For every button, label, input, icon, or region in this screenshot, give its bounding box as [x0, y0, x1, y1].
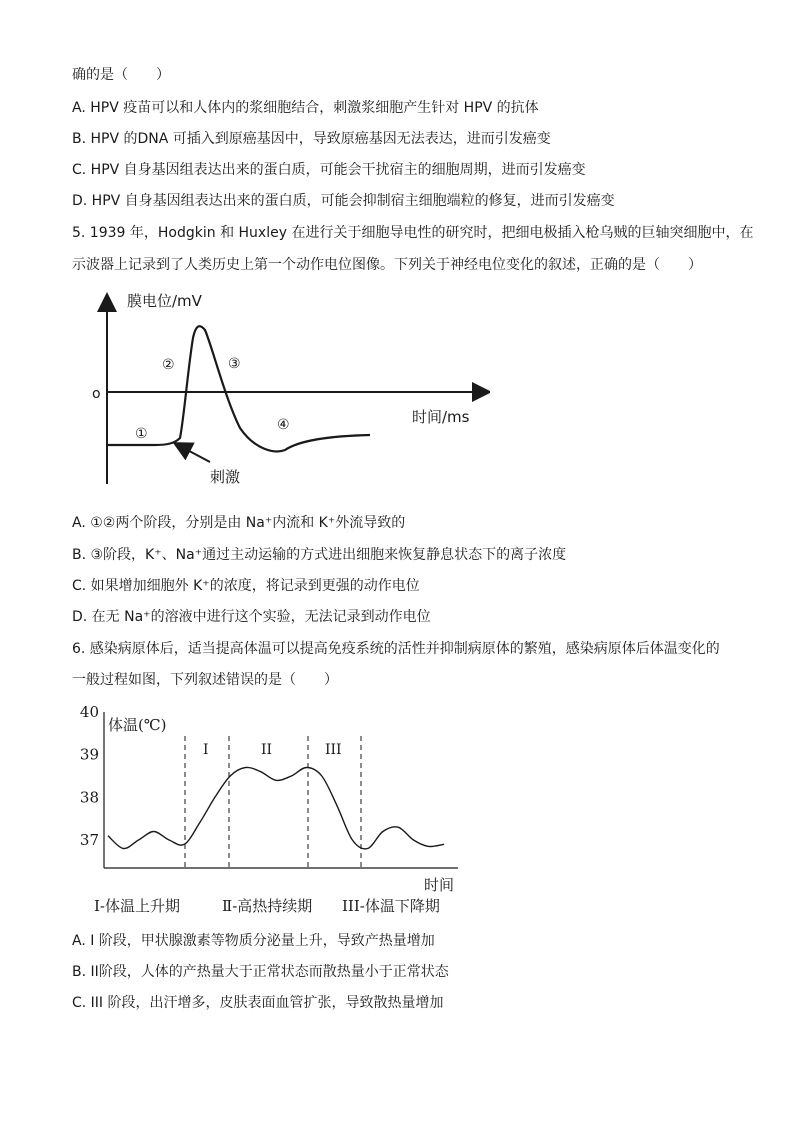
q6-stem-line1: 6. 感染病原体后，适当提高体温可以提高免疫系统的活性并抑制病原体的繁殖，感染病原体后体温变化的 [72, 641, 720, 657]
q4-option-b: B. HPV 的DNA 可插入到原癌基因中，导致原癌基因无法表达，进而引发癌变 [72, 131, 551, 147]
q4-option-a: A. HPV 疫苗可以和人体内的浆细胞结合，刺激浆细胞产生针对 HPV 的抗体 [72, 100, 539, 116]
zero-label: o [92, 386, 101, 402]
q6-option-a: A. I 阶段，甲状腺激素等物质分泌量上升，导致产热量增加 [72, 933, 435, 949]
temp-y-tick-label: 40 [79, 703, 99, 721]
stage-1-label: ① [135, 426, 148, 442]
legend-phase-2: Ⅱ-高热持续期 [222, 897, 313, 915]
stage-4-label: ④ [277, 417, 290, 433]
q5-option-c: C. 如果增加细胞外 K⁺的浓度，将记录到更强的动作电位 [72, 578, 420, 594]
action-potential-figure [90, 288, 490, 488]
phase-label-3: III [325, 742, 342, 758]
q6-stem-line2: 一般过程如图，下列叙述错误的是（ ） [72, 672, 338, 688]
q5-option-d: D. 在无 Na⁺的溶液中进行这个实验，无法记录到动作电位 [72, 609, 431, 625]
temp-x-label: 时间 [424, 876, 455, 894]
temp-y-tick-label: 37 [79, 831, 99, 849]
temperature-curve [108, 767, 444, 848]
legend-phase-3: III-体温下降期 [342, 897, 440, 915]
q6-option-c: C. III 阶段，出汗增多，皮肤表面血管扩张，导致散热量增加 [72, 995, 444, 1011]
temp-y-tick-label: 39 [79, 745, 99, 764]
phase-label-1: I [203, 742, 209, 758]
phase-label-2: II [261, 742, 273, 758]
legend-phase-1: Ⅰ-体温上升期 [94, 897, 180, 915]
x-axis-label: 时间/ms [412, 408, 470, 426]
q5-option-a: A. ①②两个阶段，分别是由 Na⁺内流和 K⁺外流导致的 [72, 515, 406, 531]
stimulus-arrow [176, 444, 210, 462]
q5-option-b: B. ③阶段，K⁺、Na⁺通过主动运输的方式进出细胞来恢复静息状态下的离子浓度 [72, 547, 567, 563]
temp-y-label: 体温(℃) [108, 716, 167, 734]
q5-stem-line2: 示波器上记录到了人类历史上第一个动作电位图像。下列关于神经电位变化的叙述，正确的是（ ） [72, 257, 702, 273]
q5-stem-line1: 5. 1939 年，Hodgkin 和 Huxley 在进行关于细胞导电性的研究时，把细电极插入枪乌贼的巨轴突细胞中，在 [72, 225, 754, 241]
stimulus-label: 刺激 [210, 468, 241, 486]
temp-y-tick-label: 38 [79, 788, 99, 807]
y-axis-label: 膜电位/mV [127, 292, 202, 310]
body-temperature-chart [72, 700, 472, 920]
q4-option-c: C. HPV 自身基因组表达出来的蛋白质，可能会干扰宿主的细胞周期，进而引发癌变 [72, 162, 586, 178]
q6-option-b: B. II阶段，人体的产热量大于正常状态而散热量小于正常状态 [72, 964, 449, 980]
stage-3-label: ③ [228, 356, 241, 372]
q4-stem-tail: 确的是（ ） [72, 67, 170, 83]
q4-option-d: D. HPV 自身基因组表达出来的蛋白质，可能会抑制宿主细胞端粒的修复，进而引发癌变 [72, 193, 615, 209]
stage-2-label: ② [162, 357, 175, 373]
